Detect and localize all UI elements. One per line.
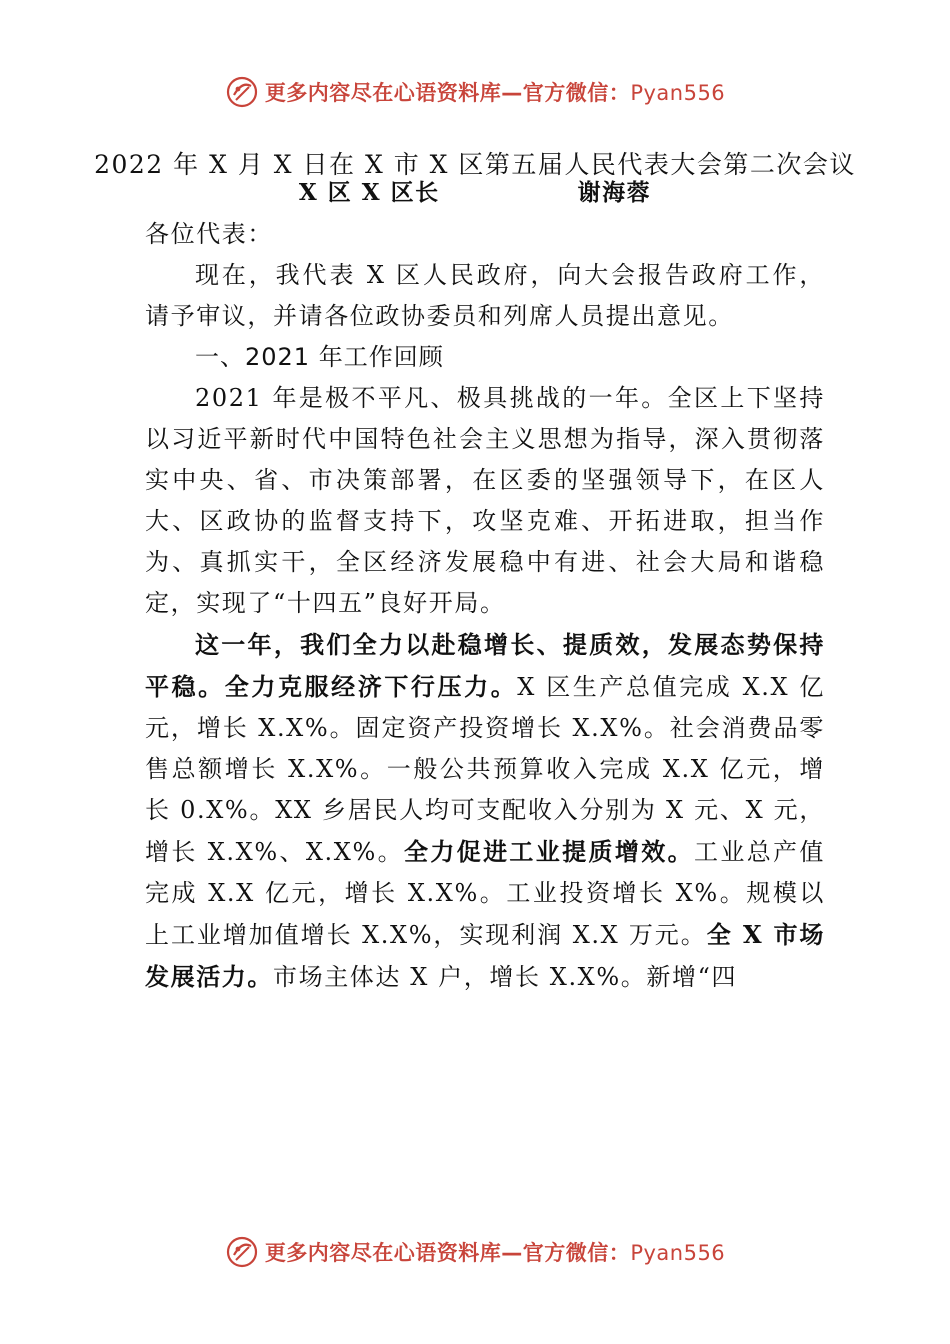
emphasis-market: 全 X 市场发展活力。 <box>145 920 825 991</box>
document-title <box>0 150 950 206</box>
text-industry-stats: 工业总产值完成 X.X 亿元，增长 X.X%。工业投资增长 X%。规模以上工业增加值增长 X.X%，实现利润 X.X 万元。 <box>145 838 826 949</box>
title-meeting: 2022 年 X 月 X 日在 X 市 X 区第五届人民代表大会第二次会议 <box>94 150 856 179</box>
text-market-stats: 市场主体达 X 户，增长 X.X%。新增“四 <box>273 963 738 991</box>
watermark-footer <box>0 1232 950 1272</box>
watermark-text <box>265 1237 725 1267</box>
watermark-id: Pyan556 <box>630 81 726 105</box>
watermark-main: 更多内容尽在心语资料库—官方微信： <box>264 1241 631 1265</box>
logo-icon <box>225 75 259 109</box>
paragraph-overview: 2021 年是极不平凡、极具挑战的一年。全区上下坚持以习近平新时代中国特色社会主义思想为指导，深入贯彻落实中央、省、市决策部署，在区委的坚强领导下，在区人大、区政协的监督支持下，攻坚克难、开拓进取，担当作为、真抓实干，全区经济发展稳中有进、社会大局和谐稳定，实现了“十四五”良好开局。 <box>145 384 825 617</box>
emphasis-industry: 全力促进工业提质增效。 <box>403 837 694 866</box>
salutation: 各位代表： <box>145 220 273 248</box>
speaker-name: 谢海蓉 <box>577 179 652 206</box>
text-economic-stats: X 区生产总值完成 X.X 亿元，增长 X.X%。固定资产投资增长 X.X%。社会消费品零售总额增长 X.X%。一般公共预算收入完成 X.X 亿元，增长 0.X%。XX 乡居民人均可支配收入分别为 X 元、X 元， 增长 X.X%、X.X%。 <box>145 673 825 866</box>
title-speaker-line <box>0 180 950 206</box>
watermark-main: 更多内容尽在心语资料库—官方微信： <box>264 81 631 105</box>
emphasis-growth: 这一年，我们全力以赴稳增长、提质效，发展态势保持平稳。全力克服经济下行压力。 <box>145 630 825 701</box>
watermark-header <box>0 72 950 112</box>
watermark-id: Pyan556 <box>630 1241 726 1265</box>
section-heading: 一、2021 年工作回顾 <box>195 343 444 371</box>
speaker-office: X 区 X 区长 <box>298 179 440 206</box>
logo-icon <box>225 1235 259 1269</box>
report-body <box>145 214 825 998</box>
watermark-text <box>265 77 725 107</box>
paragraph-achievements <box>145 624 825 998</box>
paragraph-intro: 现在，我代表 X 区人民政府，向大会报告政府工作， 请予审议，并请各位政协委员和列席人员提出意见。 <box>145 261 825 330</box>
